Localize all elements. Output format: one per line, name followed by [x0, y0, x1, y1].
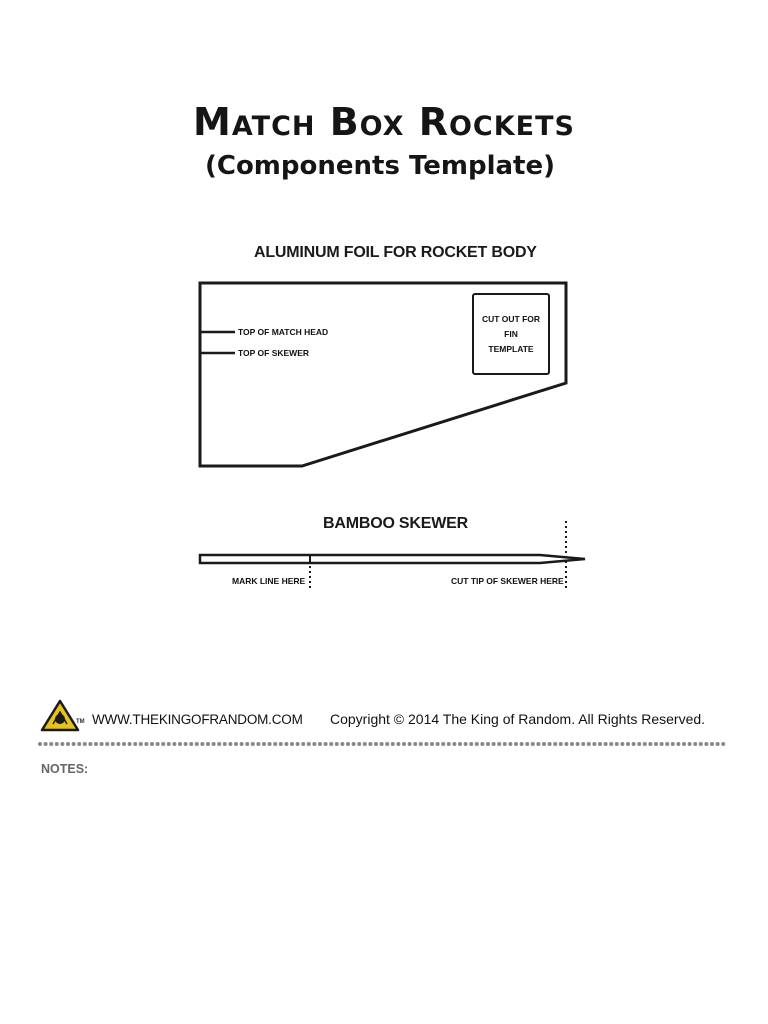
fin-cutout-box — [472, 293, 550, 375]
king-of-random-logo-icon — [40, 699, 80, 733]
fin-cutout-line1: CUT OUT FOR — [481, 313, 541, 324]
dotted-divider — [38, 740, 730, 748]
label-cut-tip: CUT TIP OF SKEWER HERE — [451, 576, 564, 586]
copyright-text: Copyright © 2014 The King of Random. All Rights Reserved. — [330, 711, 706, 727]
label-mark-line: MARK LINE HERE — [232, 576, 306, 586]
fin-cutout-line2: FIN — [504, 328, 518, 339]
skewer-shape — [200, 555, 585, 563]
foil-heading: ALUMINUM FOIL FOR ROCKET BODY — [254, 244, 537, 261]
label-top-of-skewer: TOP OF SKEWER — [238, 348, 310, 358]
label-top-of-match-head: TOP OF MATCH HEAD — [238, 327, 329, 337]
page-title: Match Box Rockets — [193, 100, 575, 144]
fin-cutout-line3: TEMPLATE — [488, 343, 534, 354]
skewer-heading: BAMBOO SKEWER — [323, 515, 468, 532]
trademark-mark: TM — [76, 719, 85, 725]
page-subtitle: (Components Template) — [204, 151, 556, 181]
notes-label: NOTES: — [41, 762, 89, 776]
website-link[interactable]: WWW.THEKINGOFRANDOM.COM — [92, 712, 303, 727]
